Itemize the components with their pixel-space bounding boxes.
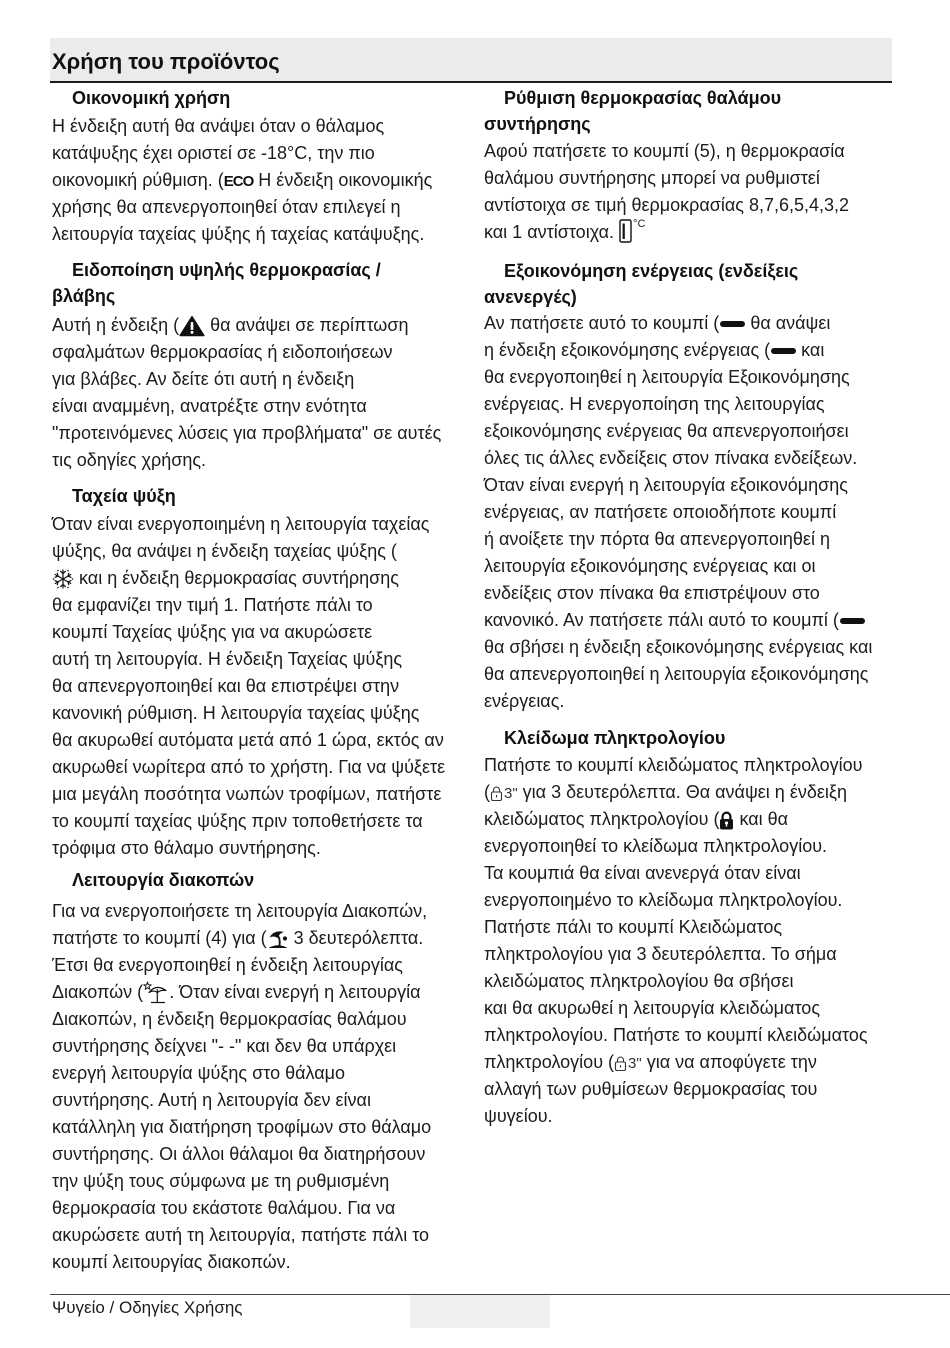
text-line [484,219,892,246]
section-body [52,312,462,474]
section-fridge-temperature-setting [484,85,892,246]
text-line: "προτεινόμενες λύσεις για προβλήματα" σε αυτές [52,423,442,443]
keypad-lock-3s-icon [490,785,518,802]
section-heading: συντήρησης [484,114,591,134]
text-line: αντίστοιχα σε τιμή θερμοκρασίας 8,7,6,5,4,3,2 [484,195,850,215]
section-economy-mode [52,85,462,248]
text-segment: και [796,340,825,360]
text-line: λειτουργία ταχείας ψύξης ή ταχείας κατάψυξης. [52,224,425,244]
thermometer-unit: °C [633,218,646,231]
text-line: πληκτρολογίου. Πατήστε το κουμπί κλειδώματος [484,1025,868,1045]
text-segment: για 3 δευτερόλεπτα. Θα ανάψει η ένδειξη [517,782,847,802]
text-line: κατάλληλη για διατήρηση τροφίμων στο θάλαμο [52,1117,432,1137]
text-line: όλες τις άλλες ενδείξεις στον πίνακα ενδείξεων. [484,448,858,468]
text-line: Η ένδειξη αυτή θα ανάψει όταν ο θάλαμος [52,116,385,136]
text-line [484,607,892,634]
section-heading: ανενεργές) [484,287,577,307]
text-line [52,565,462,592]
section-body [52,113,462,248]
section-heading: βλάβης [52,286,116,306]
text-line: αυτή τη λειτουργία. Η ένδειξη Ταχείας ψύξης [52,649,403,669]
section-quick-cool [52,483,462,862]
section-heading: Οικονομική χρήση [72,88,231,108]
page-number-box [410,1295,550,1328]
text-line: ενέργειας. Η ενεργοποίηση της λειτουργίας [484,394,825,414]
right-column [484,0,892,1290]
section-energy-saving [484,258,892,715]
section-body [484,752,892,1130]
text-line: συντήρησης. Αυτή η λειτουργία δεν είναι [52,1090,371,1110]
text-line: ακυρώσετε αυτή τη λειτουργία, πατήστε πάλι το [52,1225,430,1245]
section-body [52,898,462,1276]
section-heading: Ρύθμιση θερμοκρασίας θαλάμου [504,88,782,108]
text-line: θα ενεργοποιηθεί η λειτουργία Εξοικονόμησης [484,367,850,387]
text-line: ενέργειας. [484,691,565,711]
text-segment: . Όταν είναι ενεργή η λειτουργία [169,982,421,1002]
text-line: Διακοπών, η ένδειξη θερμοκρασίας θαλάμου [52,1009,407,1029]
text-line: Όταν είναι ενεργή η λειτουργία εξοικονόμησης [484,475,848,495]
text-line: την ψύξη τους σύμφωνα με τη ρυθμισμένη [52,1171,390,1191]
text-line: θα εμφανίζει την τιμή 1. Πατήστε πάλι το [52,595,373,615]
text-line [52,167,462,194]
text-line: λειτουργία εξοικονόμησης ενέργειας και οι [484,556,816,576]
text-line: ψύξης, θα ανάψει η ένδειξη ταχείας ψύξης ( [52,541,397,561]
text-line: για βλάβες. Αν δείτε ότι αυτή η ένδειξη [52,369,355,389]
energy-saving-icon [771,348,796,354]
text-line: κλειδώματος πληκτρολογίου θα σβήσει [484,971,794,991]
text-line: Έτσι θα ενεργοποιηθεί η ένδειξη λειτουργίας [52,955,403,975]
left-column [52,0,462,1290]
text-segment: και θα [734,809,789,829]
text-line [52,925,462,952]
section-heading: Εξοικονόμηση ενέργειας (ενδείξεις [504,261,799,281]
text-line: εξοικονόμησης ενέργειας θα απενεργοποιήσει [484,421,849,441]
text-line: ενεργοποιημένο το κλείδωμα πληκτρολογίου. [484,890,843,910]
text-line: Αφού πατήσετε το κουμπί (5), η θερμοκρασία [484,141,845,161]
text-line [52,979,462,1006]
text-line: κατάψυξης έχει οριστεί σε -18°C, την πιο [52,143,375,163]
keypad-lock-3s-icon [614,1055,642,1072]
vacation-button-icon [267,929,289,949]
text-segment: και η ένδειξη θερμοκρασίας συντήρησης [74,568,399,588]
text-line [484,779,892,806]
text-line: θα ακυρωθεί αυτόματα μετά από 1 ώρα, εκτός αν [52,730,444,750]
text-line: το κουμπί ταχείας ψύξης πριν τοποθετήσετε τα [52,811,423,831]
footer-label: Ψυγείο / Οδηγίες Χρήσης [52,1298,243,1317]
energy-saving-icon [720,321,745,327]
text-segment: πατήστε το κουμπί (4) για ( [52,928,267,948]
text-line: ενδείξεις στον πίνακα θα επιστρέψουν στο [484,583,820,603]
text-line: θα απενεργοποιηθεί η λειτουργία εξοικονόμησης [484,664,869,684]
keypad-lock-3s-label: 3" [628,1054,642,1072]
text-segment: κλειδώματος πληκτρολογίου ( [484,809,720,829]
text-segment: Διακοπών ( [52,982,144,1002]
section-heading: Κλείδωμα πληκτρολογίου [504,728,726,748]
text-segment: Αυτή η ένδειξη ( [52,315,180,335]
lock-icon [719,811,734,830]
section-high-temperature-warning [52,257,462,474]
text-line: μια μεγάλη ποσότητα νωπών τροφίμων, πατήστε [52,784,442,804]
text-line [484,337,892,364]
section-body [52,511,462,862]
text-line: χρήσης θα απενεργοποιηθεί όταν επιλεγεί η [52,197,401,217]
text-line: θαλάμου συντήρησης μπορεί να ρυθμιστεί [484,168,820,188]
text-line: Τα κουμπιά θα είναι ανενεργά όταν είναι [484,863,801,883]
text-line: Για να ενεργοποιήσετε τη λειτουργία Διακοπών, [52,901,428,921]
warning-icon [179,315,205,337]
text-line: ενέργειας, αν πατήσετε οποιοδήποτε κουμπί [484,502,837,522]
text-line: θερμοκρασία του εκάστοτε θαλάμου. Για να [52,1198,396,1218]
eco-icon: ECO [223,173,254,190]
text-line: ψυγείου. [484,1106,553,1126]
text-segment: η ένδειξη εξοικονόμησης ενέργειας ( [484,340,771,360]
thermometer-icon [619,219,645,243]
section-keypad-lock [484,725,892,1130]
text-line: ενεργή λειτουργία ψύξης στο θάλαμο [52,1063,346,1083]
section-body [484,310,892,715]
beach-umbrella-icon [143,981,169,1005]
section-heading: Ταχεία ψύξη [72,486,176,506]
text-segment: για να αποφύγετε την [641,1052,817,1072]
text-line: κανονική ρύθμιση. Η λειτουργία ταχείας ψύξης [52,703,420,723]
snowflake-icon [52,569,74,589]
text-line: ενεργοποιηθεί το κλείδωμα πληκτρολογίου. [484,836,828,856]
text-line: είναι αναμμένη, ανατρέξτε στην ενότητα [52,396,367,416]
text-segment: πληκτρολογίου ( [484,1052,615,1072]
text-line: ακυρωθεί νωρίτερα από το χρήστη. Για να ψύξετε [52,757,446,777]
text-segment: κανονικό. Αν πατήσετε πάλι αυτό το κουμπί ( [484,610,839,630]
text-line: Πατήστε πάλι το κουμπί Κλειδώματος [484,917,783,937]
text-line: τις οδηγίες χρήσης. [52,450,207,470]
text-line: αλλαγή των ρυθμίσεων θερμοκρασίας του [484,1079,818,1099]
text-segment: θα ανάψει σε περίπτωση [205,315,409,335]
section-heading: Ειδοποίηση υψηλής θερμοκρασίας / [72,260,381,280]
text-line [484,1049,892,1076]
text-segment: 3 δευτερόλεπτα. [288,928,424,948]
text-line: συντήρησης δείχνει "- -" και δεν θα υπάρχει [52,1036,397,1056]
text-line: θα απενεργοποιηθεί και θα επιστρέψει στην [52,676,400,696]
text-line [484,310,892,337]
text-segment: ( [484,782,490,802]
text-line: ή ανοίξετε την πόρτα θα απενεργοποιηθεί η [484,529,830,549]
keypad-lock-3s-label: 3" [504,784,518,802]
text-line: πληκτρολογίου για 3 δευτερόλεπτα. Το σήμα [484,944,837,964]
text-line: τρόφιμα στο θάλαμο συντήρησης. [52,838,321,858]
text-segment: θα ανάψει [745,313,831,333]
text-line: κουμπί Ταχείας ψύξης για να ακυρώσετε [52,622,373,642]
text-line: και θα ακυρωθεί η λειτουργία κλειδώματος [484,998,820,1018]
text-segment: οικονομική ρύθμιση. ( [52,170,224,190]
text-line: σφαλμάτων θερμοκρασίας ή ειδοποιήσεων [52,342,393,362]
energy-saving-icon [840,618,865,624]
section-vacation-mode [52,867,462,1276]
text-segment: Αν πατήσετε αυτό το κουμπί ( [484,313,720,333]
text-line: Πατήστε το κουμπί κλειδώματος πληκτρολογίου [484,755,863,775]
text-line [484,806,892,833]
section-body [484,138,892,246]
text-line: Όταν είναι ενεργοποιημένη η λειτουργία ταχείας [52,514,430,534]
text-segment: Η ένδειξη οικονομικής [253,170,433,190]
text-line: συντήρησης. Οι άλλοι θάλαμοι θα διατηρήσουν [52,1144,426,1164]
text-line: θα σβήσει η ένδειξη εξοικονόμησης ενέργειας και [484,637,873,657]
text-line [52,312,462,339]
text-segment: και 1 αντίστοιχα. [484,222,620,242]
page-title: Χρήση του προϊόντος [52,49,280,74]
section-heading: Λειτουργία διακοπών [72,870,255,890]
text-line: κουμπί λειτουργίας διακοπών. [52,1252,291,1272]
